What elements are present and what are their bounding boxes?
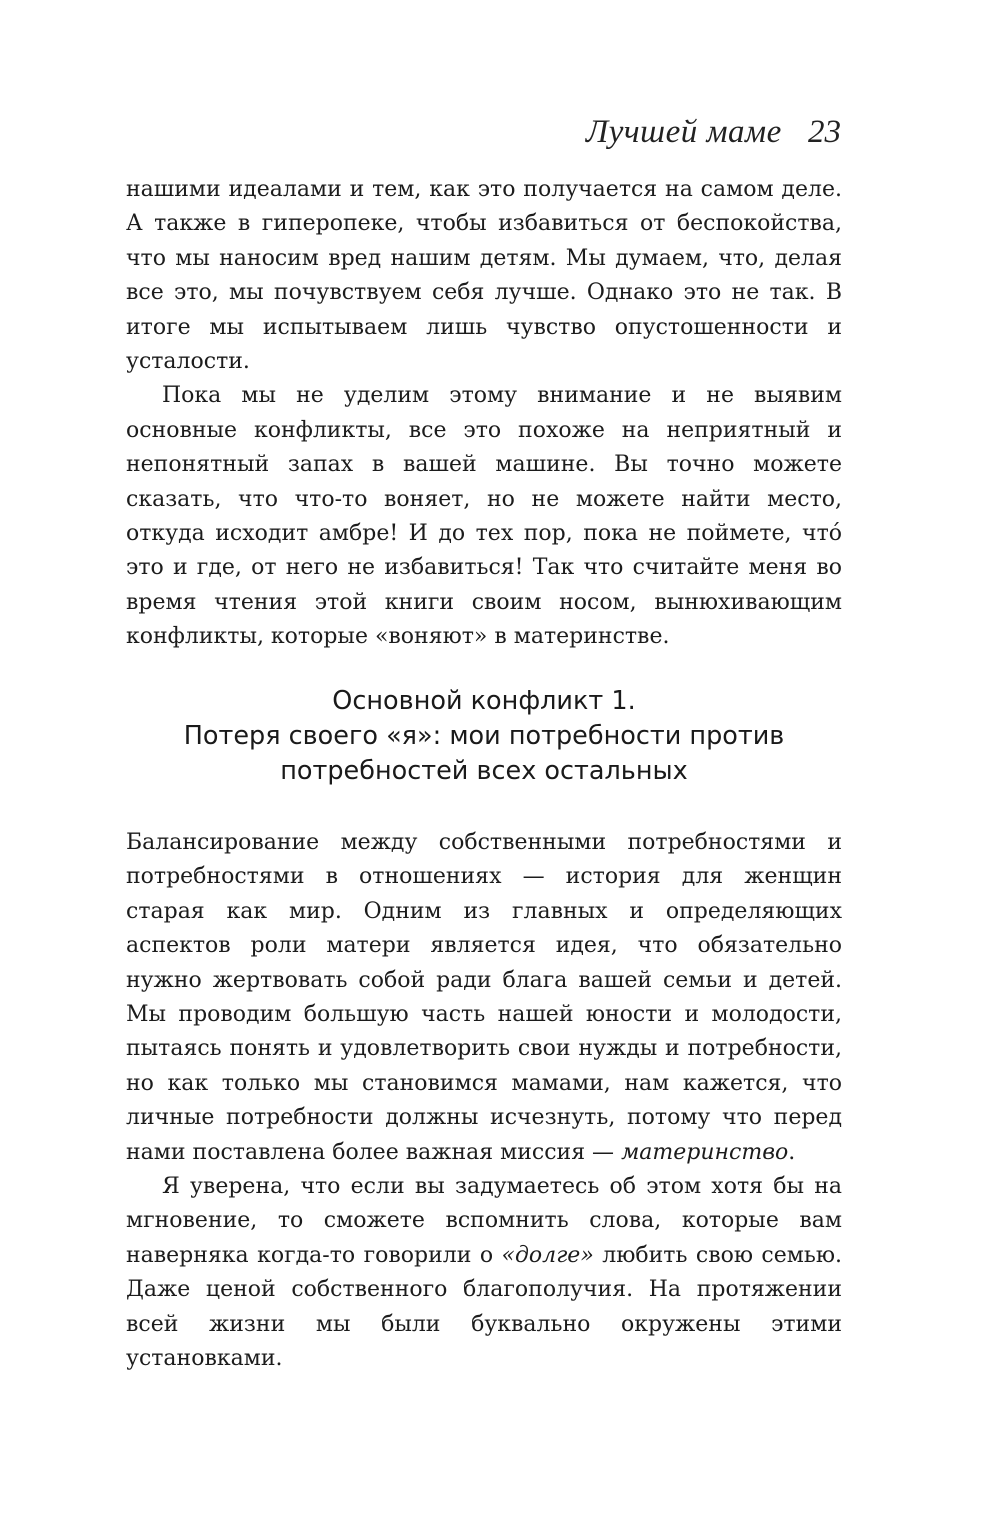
emphasis-text: материнство <box>621 1139 789 1165</box>
heading-line-3: потребностей всех остальных <box>280 756 688 786</box>
running-head <box>586 112 841 152</box>
paragraph-text-end: . <box>788 1139 796 1165</box>
paragraph-text-end: любить свою семью. Даже ценой собственного благополучия. На протяжении всей жизни мы были буквально окружены этими установками. <box>126 1242 843 1372</box>
body-text-bottom <box>126 826 842 1377</box>
heading-line-2: Потеря своего «я»: мои потребности против <box>183 721 785 751</box>
section-heading <box>126 684 842 789</box>
paragraph <box>126 826 842 1170</box>
running-head-title: Лучшей маме <box>585 114 782 150</box>
page-number: 23 <box>808 114 841 150</box>
emphasis-text: «долге» <box>501 1242 594 1268</box>
paragraph-text: Я уверена, что если вы задумаетесь об этом хотя бы на мгновение, то сможете вспомнить слова, которые вам наверняка когда-то говорили о <box>126 1174 842 1268</box>
paragraph-continued: нашими идеалами и тем, как это получается на самом деле. А также в гиперопеке, чтобы избавиться от беспокойства, что мы наносим вред нашим детям. Мы думаем, что, делая все это, мы почувствуем себя лучше. Однако это не так. В итоге мы испытываем лишь чувство опустошенности и усталости. <box>126 177 842 375</box>
paragraph <box>126 1170 842 1376</box>
body-text-top <box>126 173 842 655</box>
paragraph: Пока мы не уделим этому внимание и не выявим основные конфликты, все это похоже на неприятный и непонятный запах в вашей машине. Вы точно можете сказать, что что-то воняет, но не можете найти место, откуда исходит амбре! И до тех пор, пока не поймете, чтó это и где, от него не избавиться! Так что считайте меня во время чтения этой книги своим носом, вынюхивающим конфликты, которые «воняют» в материнстве. <box>126 383 842 650</box>
heading-line-1: Основной конфликт 1. <box>332 686 636 716</box>
paragraph-text: Балансирование между собственными потребностями и потребностями в отношениях — история для женщин старая как мир. Одним из главных и определяющих аспектов роли матери является идея, что обязательно нужно жертвовать собой ради блага вашей семьи и детей. Мы проводим большую часть нашей юности и молодости, пытаясь понять и удовлетворить свои нужды и потребности, но как только мы становимся мамами, нам кажется, что личные потребности должны исчезнуть, потому что перед нами поставлена более важная миссия — <box>126 830 842 1165</box>
